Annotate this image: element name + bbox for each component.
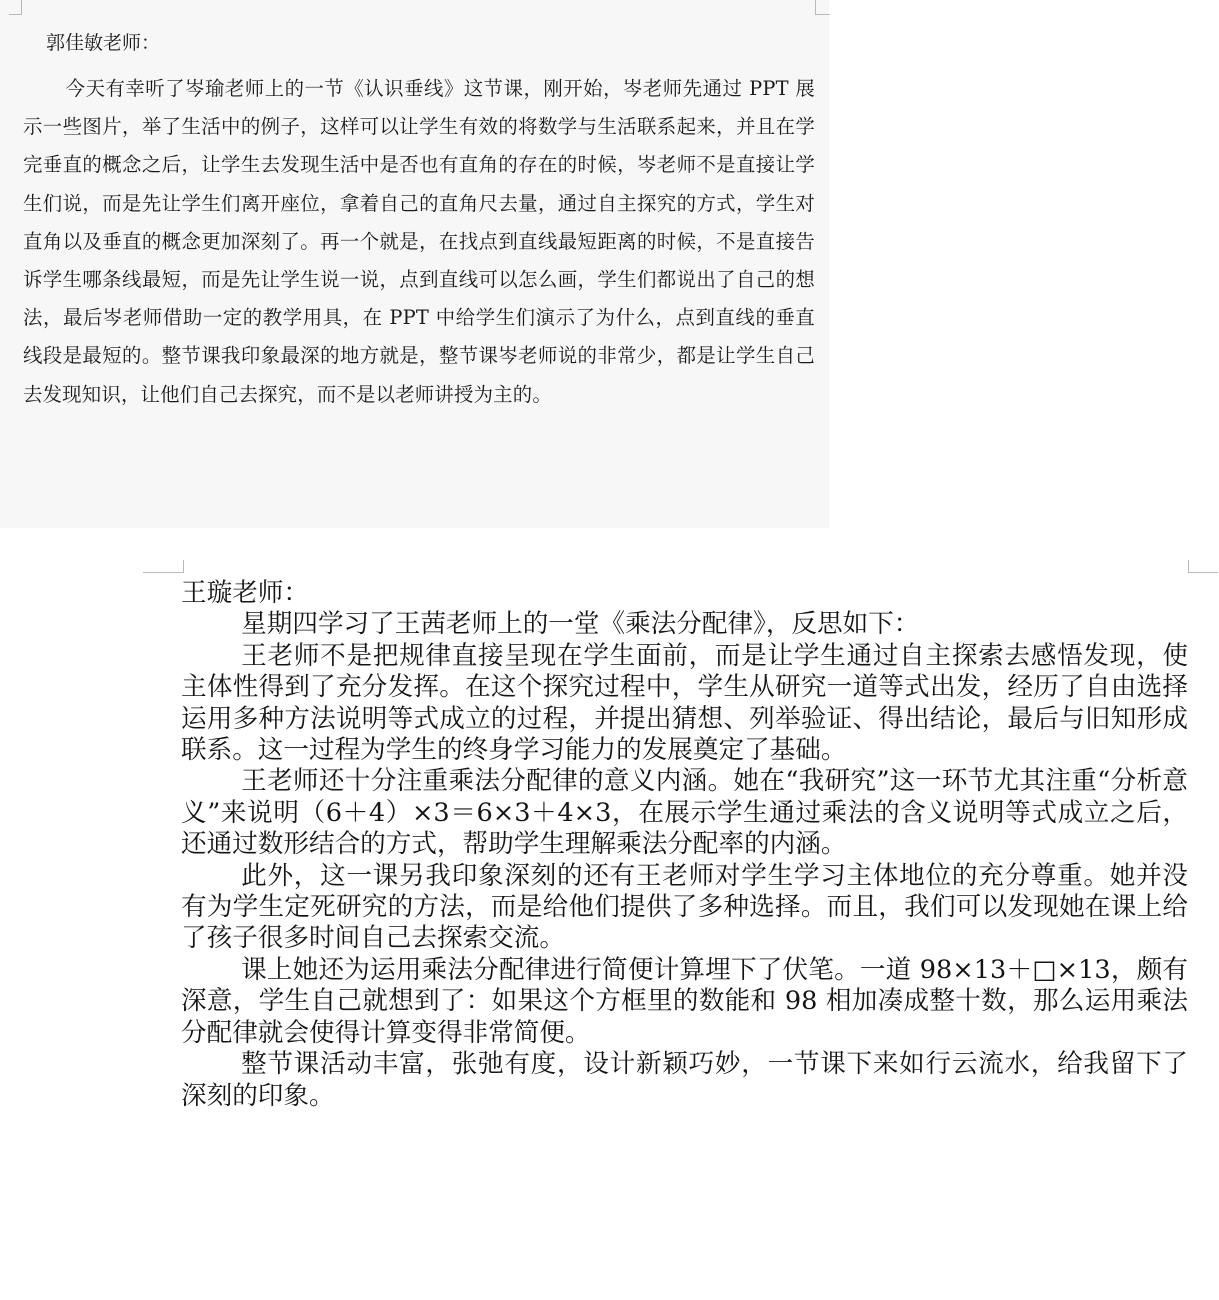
bottom-paragraph: 课上她还为运用乘法分配律进行简便计算埋下了伏笔。一道 98×13＋□×13，颇有深意，学生自己就想到了：如果这个方框里的数能和 98 相加凑成整十数，那么运用乘法分配律就会使得计算变得非常简便。 <box>181 954 1188 1048</box>
bottom-paragraph: 王老师不是把规律直接呈现在学生面前，而是让学生通过自主探索去感悟发现，使主体性得到了充分发挥。在这个探究过程中，学生从研究一道等式出发，经历了自由选择运用多种方法说明等式成立的过程，并提出猜想、列举验证、得出结论，最后与旧知形成联系。这一过程为学生的终身学习能力的发展奠定了基础。 <box>181 640 1188 766</box>
margin-corner-mark <box>1188 560 1218 573</box>
top-document-page <box>0 0 829 528</box>
margin-corner-mark <box>815 0 830 15</box>
bottom-document-page <box>0 556 1219 1300</box>
top-paragraph: 今天有幸听了岑瑜老师上的一节《认识垂线》这节课，刚开始，岑老师先通过 PPT 展示一些图片，举了生活中的例子，这样可以让学生有效的将数学与生活联系起来，并且在学完垂直的概念之后，让学生去发现生活中是否也有直角的存在的时候，岑老师不是直接让学生们说，而是先让学生们离开座位，拿着自己的直角尺去量，通过自主探究的方式，学生对直角以及垂直的概念更加深刻了。再一个就是，在找点到直线最短距离的时候，不是直接告诉学生哪条线最短，而是先让学生说一说，点到直线可以怎么画，学生们都说出了自己的想法，最后岑老师借助一定的教学用具，在 PPT 中给学生们演示了为什么，点到直线的垂直线段是最短的。整节课我印象最深的地方就是，整节课岑老师说的非常少，都是让学生自己去发现知识，让他们自己去探究，而不是以老师讲授为主的。 <box>23 77 815 406</box>
bottom-paragraph: 星期四学习了王茜老师上的一堂《乘法分配律》，反思如下： <box>241 609 920 640</box>
top-greeting: 郭佳敏老师： <box>46 32 161 54</box>
bottom-greeting: 王璇老师： <box>181 578 309 608</box>
bottom-paragraph: 整节课活动丰富，张弛有度，设计新颖巧妙，一节课下来如行云流水，给我留下了深刻的印象。 <box>181 1049 1188 1111</box>
bottom-paragraph: 此外，这一课另我印象深刻的还有王老师对学生学习主体地位的充分尊重。她并没有为学生定死研究的方法，而是给他们提供了多种选择。而且，我们可以发现她在课上给了孩子很多时间自己去探索交流。 <box>181 860 1188 954</box>
bottom-paragraph: 王老师还十分注重乘法分配律的意义内涵。她在“我研究”这一环节尤其注重“分析意义”来说明（6＋4）×3＝6×3＋4×3，在展示学生通过乘法的含义说明等式成立之后，还通过数形结合的方式，帮助学生理解乘法分配率的内涵。 <box>181 766 1188 860</box>
margin-corner-mark <box>9 0 22 15</box>
bottom-document-body <box>181 578 1188 1112</box>
margin-corner-mark <box>143 560 184 573</box>
